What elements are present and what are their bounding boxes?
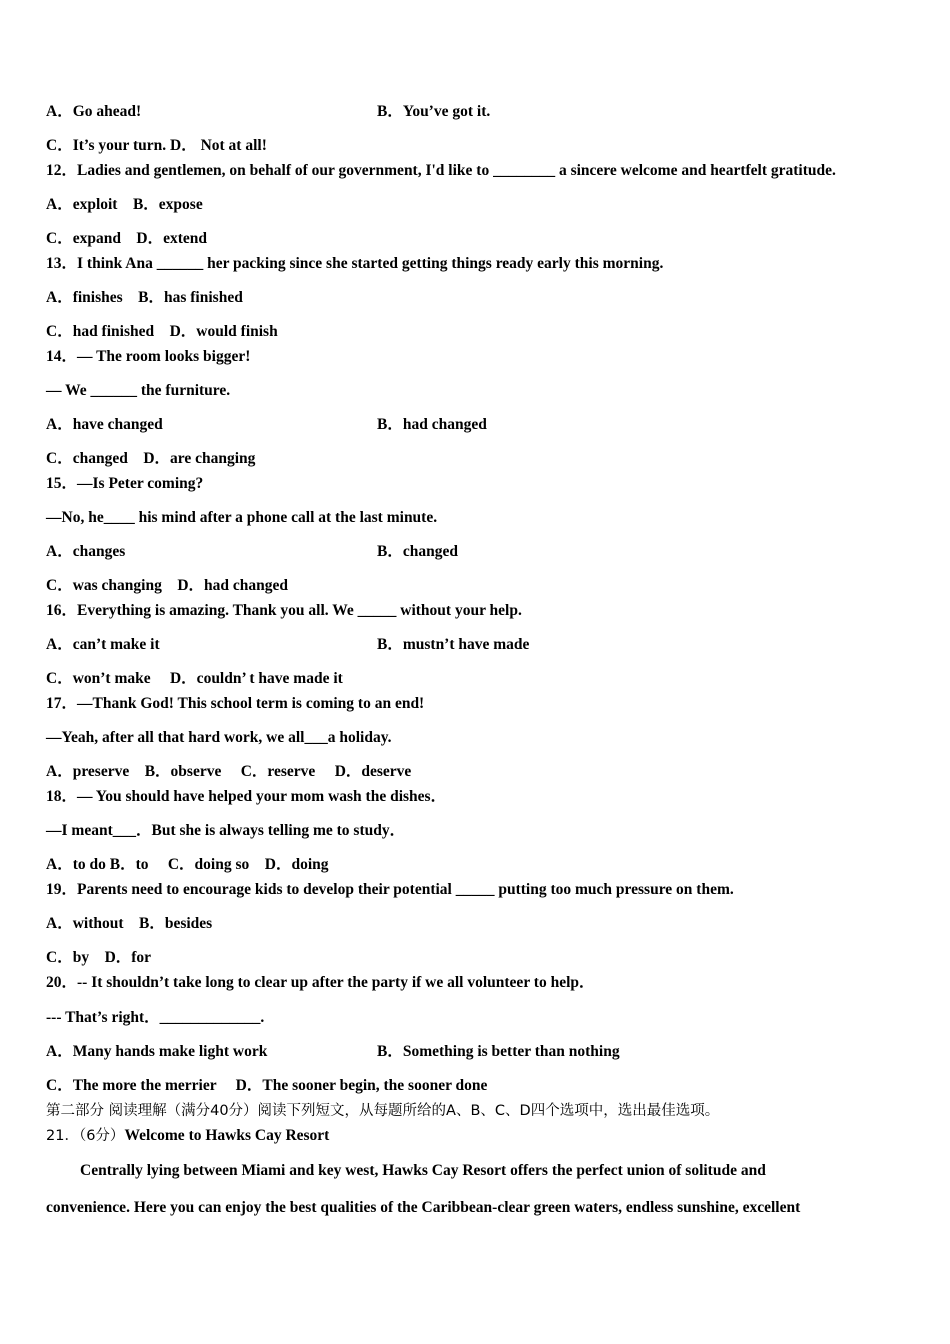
q12-stem: 12．Ladies and gentlemen, on behalf of our government, I'd like to ________ a sincere welcome and heartfelt gratitude. [46,162,836,179]
q15-reply: —No, he____ his mind after a phone call at the last minute. [46,509,438,526]
q14-option-b: B．had changed [377,416,487,433]
q15-options-row2: C．was changing D．had changed [46,577,289,594]
q18-stem: 18．— You should have helped your mom wash the dishes． [46,788,447,805]
q14-reply: — We ______ the furniture. [46,382,231,399]
q20-stem: 20．-- It shouldn’t take long to clear up after the party if we all volunteer to help． [46,974,595,991]
q20-options-row1 [46,1042,620,1062]
q11-option-a: A．Go ahead! [46,103,142,120]
q18-reply: —I meant___．But she is always telling me to study． [46,822,406,839]
q14-stem: 14．— The room looks bigger! [46,348,251,365]
q15-options-row1 [46,542,458,562]
q16-options-row1 [46,635,530,655]
q15-option-b: B．changed [377,543,458,560]
q16-option-a: A．can’t make it [46,636,160,653]
q17-options: A．preserve B．observe C．reserve D．deserve [46,763,412,780]
q21-paragraph-line1: Centrally lying between Miami and key west, Hawks Cay Resort offers the perfect union of solitude and [80,1162,766,1179]
q20-option-a: A．Many hands make light work [46,1043,268,1060]
q11-option-b: B．You’ve got it. [377,103,491,120]
q16-option-b: B．mustn’t have made [377,636,530,653]
q21-prefix: 21．（6分） [46,1128,125,1144]
q14-options-row2: C．changed D．are changing [46,450,256,467]
q18-options: A．to do B．to C．doing so D．doing [46,856,329,873]
q11-options-row2: C．It’s your turn. D． Not at all! [46,137,267,154]
q15-option-a: A．changes [46,543,126,560]
q21-paragraph-line2: convenience. Here you can enjoy the best qualities of the Caribbean-clear green waters, endless sunshine, excellent [46,1199,801,1216]
q16-options-row2: C．won’t make D．couldn’ t have made it [46,670,343,687]
q14-option-a: A．have changed [46,416,163,433]
q19-stem: 19．Parents need to encourage kids to develop their potential _____ putting too much pressure on them. [46,881,734,898]
q17-stem: 17．—Thank God! This school term is coming to an end! [46,695,425,712]
q16-stem: 16．Everything is amazing. Thank you all. We _____ without your help. [46,602,522,619]
part2-heading: 第二部分 阅读理解（满分40分）阅读下列短文，从每题所给的A、B、C、D四个选项中，选出最佳选项。 [46,1103,720,1119]
q21-title: Welcome to Hawks Cay Resort [124,1127,330,1144]
q11-options-row1 [46,102,491,122]
q20-reply: --- That’s right．_____________. [46,1009,265,1026]
q20-option-b: B．Something is better than nothing [377,1043,620,1060]
q21-header [46,1126,329,1146]
q19-options-row1: A．without B．besides [46,915,213,932]
q13-stem: 13．I think Ana ______ her packing since she started getting things ready early this morning. [46,255,664,272]
q12-options-row2: C．expand D．extend [46,230,208,247]
q15-stem: 15．—Is Peter coming? [46,475,204,492]
q13-options-row2: C．had finished D．would finish [46,323,278,340]
q20-options-row2: C．The more the merrier D．The sooner begin, the sooner done [46,1077,488,1094]
q17-reply: —Yeah, after all that hard work, we all___a holiday. [46,729,392,746]
q13-options-row1: A．finishes B．has finished [46,289,243,306]
q19-options-row2: C．by D．for [46,949,152,966]
q12-options-row1: A．exploit B．expose [46,196,203,213]
q14-options-row1 [46,415,487,435]
